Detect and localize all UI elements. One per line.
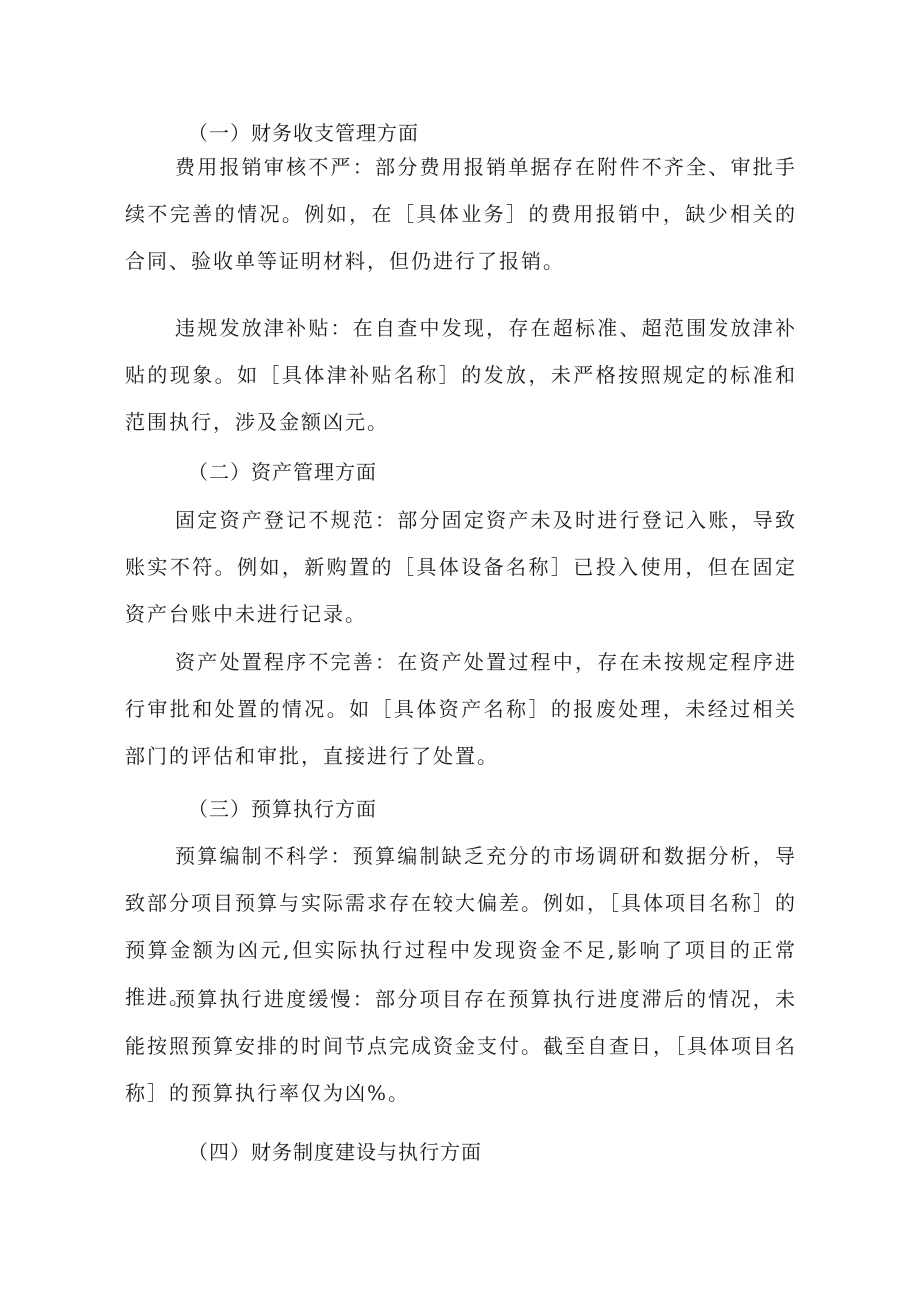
- paragraph-expense-reimbursement: 费用报销审核不严：部分费用报销单据存在附件不齐全、审批手续不完善的情况。例如，在［具体业务］的费用报销中，缺少相关的合同、验收单等证明材料，但仍进行了报销。: [125, 155, 797, 273]
- paragraph-asset-disposal: 资产处置程序不完善：在资产处置过程中，存在未按规定程序进行审批和处置的情况。如［具体资产名称］的报废处理，未经过相关部门的评估和审批，直接进行了处置。: [125, 650, 797, 768]
- section-heading-3: （三）预算执行方面: [188, 797, 377, 821]
- section-heading-2: （二）资产管理方面: [188, 460, 377, 484]
- paragraph-subsidy-issuance: 违规发放津补贴：在自查中发现，存在超标准、超范围发放津补贴的现象。如［具体津补贴名称］的发放，未严格按照规定的标准和范围执行，涉及金额凶元。: [125, 316, 797, 434]
- section-heading-1: （一）财务收支管理方面: [188, 121, 419, 145]
- paragraph-budget-preparation: 预算编制不科学：预算编制缺乏充分的市场调研和数据分析，导致部分项目预算与实际需求存在较大偏差。例如，［具体项目名称］的预算金额为凶元,但实际执行过程中发现资金不足,影响了项目的正常推进。: [125, 844, 797, 1009]
- section-heading-4: （四）财务制度建设与执行方面: [188, 1140, 482, 1164]
- paragraph-fixed-asset-registration: 固定资产登记不规范：部分固定资产未及时进行登记入账，导致账实不符。例如，新购置的［具体设备名称］已投入使用，但在固定资产台账中未进行记录。: [125, 508, 797, 626]
- paragraph-budget-execution: 预算执行进度缓慢：部分项目存在预算执行进度滞后的情况，未能按照预算安排的时间节点完成资金支付。截至自查日，［具体项目名称］的预算执行率仅为凶%。: [125, 987, 797, 1105]
